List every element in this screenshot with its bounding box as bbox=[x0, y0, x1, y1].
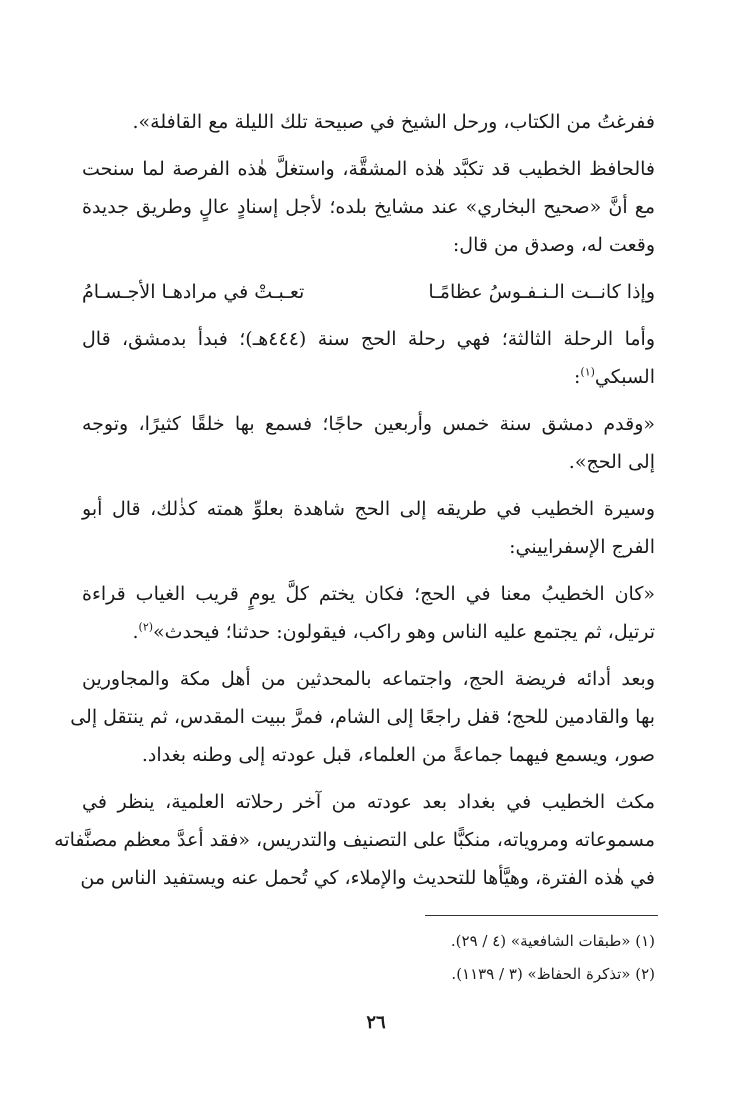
footnotes bbox=[451, 925, 655, 991]
footnote-2: (٢) «تذكرة الحفاظ» (٣ / ١١٣٩). bbox=[451, 965, 655, 983]
page-number: ٢٦ bbox=[366, 1012, 386, 1033]
text-line: بها والقادمين للحج؛ قفل راجعًا إلى الشام، فمرَّ ببيت المقدس، ثم ينتقل إلى bbox=[70, 706, 655, 728]
verse-first-hemistich: وإذا كانــت الـنـفـوسُ عظامًـا bbox=[428, 281, 655, 303]
subki-word: السبكي bbox=[594, 366, 655, 388]
text-line bbox=[82, 358, 655, 396]
text-line: مع أنَّ «صحيح البخاري» عند مشايخ بلده؛ لأجل إسنادٍ عالٍ وطريق جديدة bbox=[82, 196, 655, 218]
text-line: «وقدم دمشق سنة خمس وأربعين حاجًا؛ فسمع بها خلقًا كثيرًا، وتوجه bbox=[82, 413, 655, 435]
footnote-ref-2: (٢) bbox=[138, 620, 154, 634]
text-line: مكث الخطيب في بغداد بعد عودته من آخر رحلاته العلمية، ينظر في bbox=[82, 791, 655, 813]
text-line: الفرج الإسفراييني: bbox=[509, 536, 655, 558]
text-line: وبعد أدائه فريضة الحج، واجتماعه بالمحدثين من أهل مكة والمجاورين bbox=[82, 668, 655, 690]
text-line: مسموعاته ومروياته، منكبًّا على التصنيف والتدريس، «فقد أعدَّ معظم مصنَّفاته bbox=[54, 829, 655, 851]
footnote-divider bbox=[425, 915, 658, 916]
text-line: في هٰذه الفترة، وهيَّأها للتحديث والإملاء، كي تُحمل عنه ويستفيد الناس من bbox=[80, 867, 655, 889]
main-text bbox=[54, 103, 655, 897]
text-line: وقعت له، وصدق من قال: bbox=[452, 234, 655, 256]
text-line: ففرغتُ من الكتاب، ورحل الشيخ في صبيحة تلك الليلة مع القافلة». bbox=[132, 111, 655, 133]
period: . bbox=[132, 621, 139, 643]
text-line: إلى الحج». bbox=[568, 451, 655, 473]
text-line bbox=[82, 613, 655, 651]
colon: : bbox=[573, 366, 581, 388]
poetry-verse bbox=[82, 273, 655, 311]
text-line: وأما الرحلة الثالثة؛ فهي رحلة الحج سنة (٤٤٤هـ)؛ فبدأ بدمشق، قال bbox=[82, 328, 655, 350]
footnote-ref-1: (١) bbox=[580, 365, 595, 379]
text-line: «كان الخطيبُ معنا في الحج؛ فكان يختم كلَّ يومٍ قريب الغياب قراءة bbox=[82, 583, 655, 605]
text-line: فالحافظ الخطيب قد تكبَّد هٰذه المشقَّة، واستغلَّ هٰذه الفرصة لما سنحت bbox=[82, 158, 655, 180]
footnote-1: (١) «طبقات الشافعية» (٤ / ٢٩). bbox=[450, 932, 655, 950]
quote-text: ترتيل، ثم يجتمع عليه الناس وهو راكب، فيقولون: حدثنا؛ فيحدث» bbox=[153, 621, 655, 643]
text-line: وسيرة الخطيب في طريقه إلى الحج شاهدة بعلوِّ همته كذٰلك، قال أبو bbox=[82, 498, 655, 520]
verse-second-hemistich: تعـبـتْ في مرادهـا الأجـسـامُ bbox=[82, 281, 305, 303]
text-line: صور، ويسمع فيهما جماعةً من العلماء، قبل عودته إلى وطنه بغداد. bbox=[141, 744, 655, 766]
